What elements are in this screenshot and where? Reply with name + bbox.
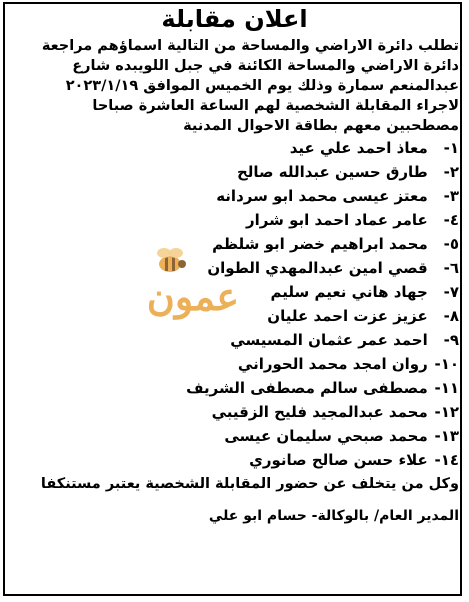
list-item [10,448,459,472]
item-number: ١٣- [434,427,459,445]
list-item [10,232,459,256]
closing-note: وكل من يتخلف عن حضور المقابلة الشخصية يعتبر مستنكفا [40,476,459,492]
names-list [10,136,459,472]
intro-line: عبدالمنعم سمارة وذلك يوم الخميس الموافق ٢٠٢٣/١/١٩ [65,78,459,94]
item-name: علاء حسن صالح صانوري [249,451,428,469]
item-number: ٥- [443,235,459,253]
item-number: ٩- [443,331,459,349]
intro-line: لاجراء المقابلة الشخصية لهم الساعة العاشرة صباحا [92,98,459,114]
item-name: قصي امين عبدالمهدي الطوان [207,259,428,277]
announcement-body [10,4,459,528]
item-number: ٨- [443,307,459,325]
list-item [10,304,459,328]
intro-paragraph [10,36,459,136]
item-number: ٢- [443,163,459,181]
intro-line: مصطحبين معهم بطاقة الاحوال المدنية [183,118,459,134]
watermark-text: عمون [146,274,240,319]
item-name: احمد عمر عثمان المسيسي [230,331,428,349]
item-number: ١- [443,139,459,157]
item-name: معاذ احمد علي عيد [289,139,428,157]
list-item [10,184,459,208]
item-number: ١١- [434,379,459,397]
item-number: ٧- [443,283,459,301]
item-name: طارق حسين عبدالله صالح [236,163,428,181]
list-item [10,328,459,352]
item-name: محمد عبدالمجيد فليح الزقيبي [211,403,428,421]
item-number: ٤- [443,211,459,229]
item-name: روان امجد محمد الحوراني [237,355,428,373]
list-item [10,160,459,184]
list-item [10,136,459,160]
page-title: اعلان مقابلة [161,5,308,33]
list-item [10,208,459,232]
item-name: معتز عيسى محمد ابو سردانه [216,187,428,205]
list-item [10,400,459,424]
item-number: ١٠- [434,355,459,373]
list-item [10,256,459,280]
item-number: ١٢- [434,403,459,421]
list-item [10,280,459,304]
list-item [10,376,459,400]
item-number: ٦- [443,259,459,277]
list-item [10,352,459,376]
signature: المدير العام/ بالوكالة- حسام ابو علي [208,508,459,524]
item-name: عزيز عزت احمد عليان [267,307,428,325]
item-name: عامر عماد احمد ابو شرار [246,211,428,229]
item-name: مصطفى سالم مصطفى الشريف [186,379,428,397]
item-name: جهاد هاني نعيم سليم [270,283,428,301]
intro-line: تطلب دائرة الاراضي والمساحة من التالية اسماؤهم مراجعة [41,38,459,54]
intro-line: دائرة الاراضي والمساحة الكائنة في جبل اللويبده شارع [72,58,459,74]
item-name: محمد صبحي سليمان عيسى [224,427,428,445]
item-name: محمد ابراهيم خضر ابو شلظم [212,235,428,253]
item-number: ١٤- [434,451,459,469]
list-item [10,424,459,448]
item-number: ٣- [443,187,459,205]
